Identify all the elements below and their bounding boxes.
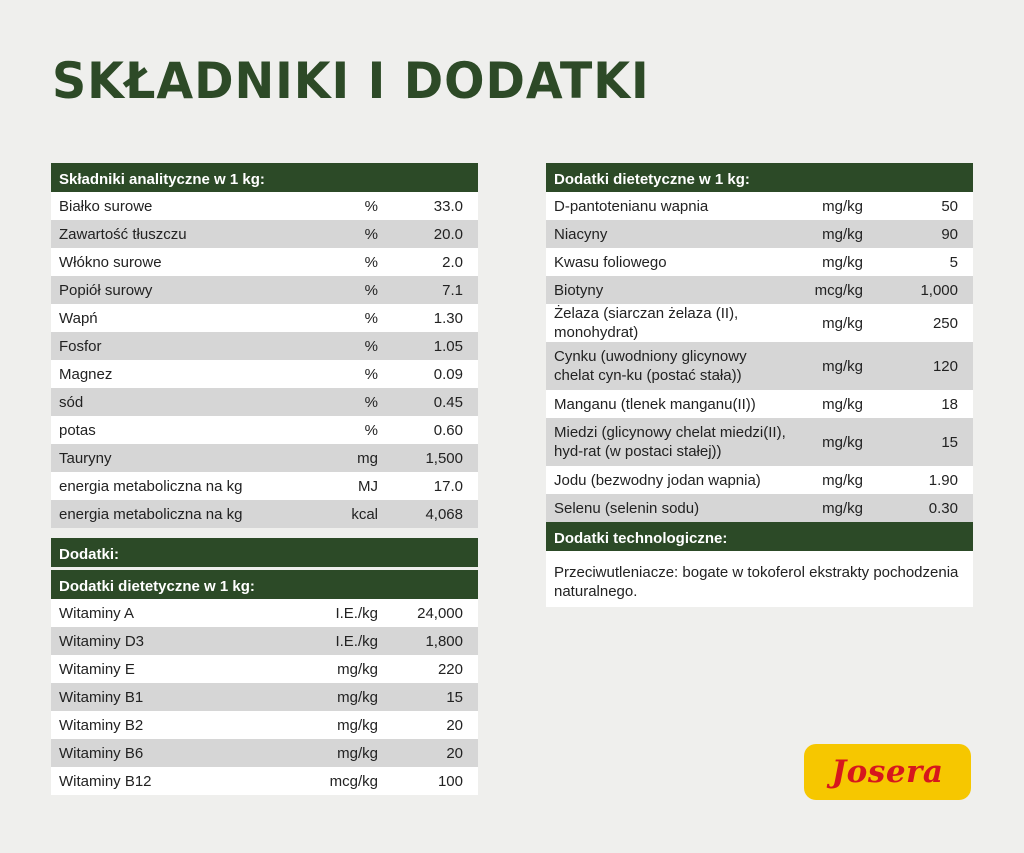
cell-unit: %: [364, 197, 378, 215]
cell-value: 120: [932, 357, 958, 375]
cell-unit: mg/kg: [337, 716, 378, 734]
cell-unit: mg/kg: [822, 395, 863, 413]
cell-value: 20: [446, 744, 463, 762]
cell-unit: mcg/kg: [329, 772, 378, 790]
cell-name: Włókno surowe: [59, 253, 162, 271]
cell-name: Tauryny: [59, 449, 112, 467]
cell-name: Wapń: [59, 309, 98, 327]
technological-table: [546, 522, 973, 607]
cell-unit: kcal: [351, 505, 378, 523]
cell-unit: mg/kg: [822, 471, 863, 489]
table-row: [51, 500, 478, 528]
cell-unit: I.E./kg: [335, 604, 378, 622]
table-row: [51, 444, 478, 472]
table-row: [546, 248, 973, 276]
table-row: [546, 220, 973, 248]
table-row: [51, 599, 478, 627]
table-row: [546, 418, 973, 466]
table-row: [51, 655, 478, 683]
table-row: [51, 472, 478, 500]
technological-header: Dodatki technologiczne:: [546, 522, 973, 551]
cell-name: energia metaboliczna na kg: [59, 477, 243, 495]
cell-unit: mg/kg: [822, 357, 863, 375]
cell-unit: mg/kg: [822, 225, 863, 243]
table-row: [51, 416, 478, 444]
cell-name: Cynku (uwodniony glicynowy chelat cyn-ku (postać stała)): [554, 348, 747, 384]
cell-unit: mg/kg: [822, 433, 863, 451]
cell-name: Żelaza (siarczan żelaza (II), monohydrat): [554, 305, 739, 341]
cell-name: Witaminy A: [59, 604, 135, 622]
dietary-table: [546, 163, 973, 522]
cell-unit: %: [364, 421, 378, 439]
cell-name: sód: [59, 393, 84, 411]
cell-name: Jodu (bezwodny jodan wapnia): [554, 471, 761, 489]
table-row: [51, 683, 478, 711]
cell-name: Białko surowe: [59, 197, 153, 215]
table-row: [546, 276, 973, 304]
cell-value: 1.30: [433, 309, 463, 327]
cell-value: 18: [941, 395, 958, 413]
table-row: [51, 220, 478, 248]
cell-unit: mcg/kg: [814, 281, 863, 299]
cell-name: Witaminy D3: [59, 632, 145, 650]
cell-value: 90: [941, 225, 958, 243]
cell-value: 15: [941, 433, 958, 451]
table-row: [546, 192, 973, 220]
additives-table: [51, 538, 478, 795]
cell-value: 250: [932, 314, 958, 332]
table-row: [51, 739, 478, 767]
cell-name: Zawartość tłuszczu: [59, 225, 187, 243]
cell-value: 20: [446, 716, 463, 734]
table-row: [546, 304, 973, 342]
cell-value: 5: [949, 253, 958, 271]
cell-value: 0.45: [433, 393, 463, 411]
cell-value: 1.90: [928, 471, 958, 489]
cell-value: 4,068: [425, 505, 463, 523]
cell-name: Kwasu foliowego: [554, 253, 667, 271]
cell-name: Witaminy B6: [59, 744, 144, 762]
table-row: [546, 390, 973, 418]
cell-unit: I.E./kg: [335, 632, 378, 650]
table-row: [546, 494, 973, 522]
cell-value: 1.05: [433, 337, 463, 355]
cell-value: 1,000: [920, 281, 958, 299]
cell-value: 220: [437, 660, 463, 678]
cell-unit: mg/kg: [822, 197, 863, 215]
table-row: [51, 360, 478, 388]
cell-name: D-pantotenianu wapnia: [554, 197, 709, 215]
cell-value: 1,500: [425, 449, 463, 467]
cell-value: 100: [437, 772, 463, 790]
dietary-header: Dodatki dietetyczne w 1 kg:: [546, 163, 973, 192]
table-row: [51, 192, 478, 220]
additives-sub-header: Dodatki dietetyczne w 1 kg:: [51, 570, 478, 599]
table-row: [51, 388, 478, 416]
cell-name: Witaminy B12: [59, 772, 152, 790]
cell-name: potas: [59, 421, 96, 439]
cell-name: Manganu (tlenek manganu(II)): [554, 395, 756, 413]
cell-unit: mg/kg: [822, 253, 863, 271]
cell-unit: mg/kg: [337, 688, 378, 706]
cell-value: 0.30: [928, 499, 958, 517]
cell-value: 50: [941, 197, 958, 215]
table-row: [51, 248, 478, 276]
cell-name: Selenu (selenin sodu): [554, 499, 700, 517]
cell-name: Miedzi (glicynowy chelat miedzi(II), hyd-rat (w postaci stałej)): [554, 424, 786, 460]
cell-unit: %: [364, 225, 378, 243]
cell-unit: mg/kg: [822, 499, 863, 517]
cell-name: Witaminy B2: [59, 716, 144, 734]
table-row: [51, 627, 478, 655]
cell-unit: %: [364, 393, 378, 411]
table-row: [546, 466, 973, 494]
cell-value: 0.60: [433, 421, 463, 439]
technological-text: Przeciwutleniacze: bogate w tokoferol ekstrakty pochodzenia naturalnego.: [546, 551, 973, 607]
cell-unit: mg/kg: [822, 314, 863, 332]
cell-value: 0.09: [433, 365, 463, 383]
cell-name: Fosfor: [59, 337, 102, 355]
cell-name: Niacyny: [554, 225, 608, 243]
cell-name: Witaminy E: [59, 660, 135, 678]
cell-value: 15: [446, 688, 463, 706]
cell-unit: mg/kg: [337, 660, 378, 678]
table-row: [51, 767, 478, 795]
table-row: [51, 711, 478, 739]
cell-value: 2.0: [442, 253, 463, 271]
table-row: [546, 342, 973, 390]
page-title: SKŁADNIKI I DODATKI: [52, 52, 650, 110]
cell-unit: mg/kg: [337, 744, 378, 762]
cell-value: 20.0: [433, 225, 463, 243]
table-row: [51, 276, 478, 304]
cell-unit: %: [364, 365, 378, 383]
analytic-table: [51, 163, 478, 528]
cell-unit: %: [364, 253, 378, 271]
cell-name: Biotyny: [554, 281, 604, 299]
cell-name: Popiół surowy: [59, 281, 153, 299]
cell-unit: %: [364, 309, 378, 327]
cell-value: 17.0: [433, 477, 463, 495]
cell-name: Witaminy B1: [59, 688, 144, 706]
cell-name: Magnez: [59, 365, 113, 383]
josera-logo-text: Josera: [831, 754, 944, 790]
cell-unit: %: [364, 337, 378, 355]
cell-value: 33.0: [433, 197, 463, 215]
cell-unit: mg: [357, 449, 378, 467]
cell-value: 24,000: [417, 604, 463, 622]
cell-name: energia metaboliczna na kg: [59, 505, 243, 523]
analytic-header: Składniki analityczne w 1 kg:: [51, 163, 478, 192]
table-row: [51, 332, 478, 360]
table-row: [51, 304, 478, 332]
additives-header: Dodatki:: [51, 538, 478, 567]
josera-logo: [804, 744, 971, 800]
cell-unit: %: [364, 281, 378, 299]
cell-value: 1,800: [425, 632, 463, 650]
cell-value: 7.1: [442, 281, 463, 299]
cell-unit: MJ: [358, 477, 378, 495]
